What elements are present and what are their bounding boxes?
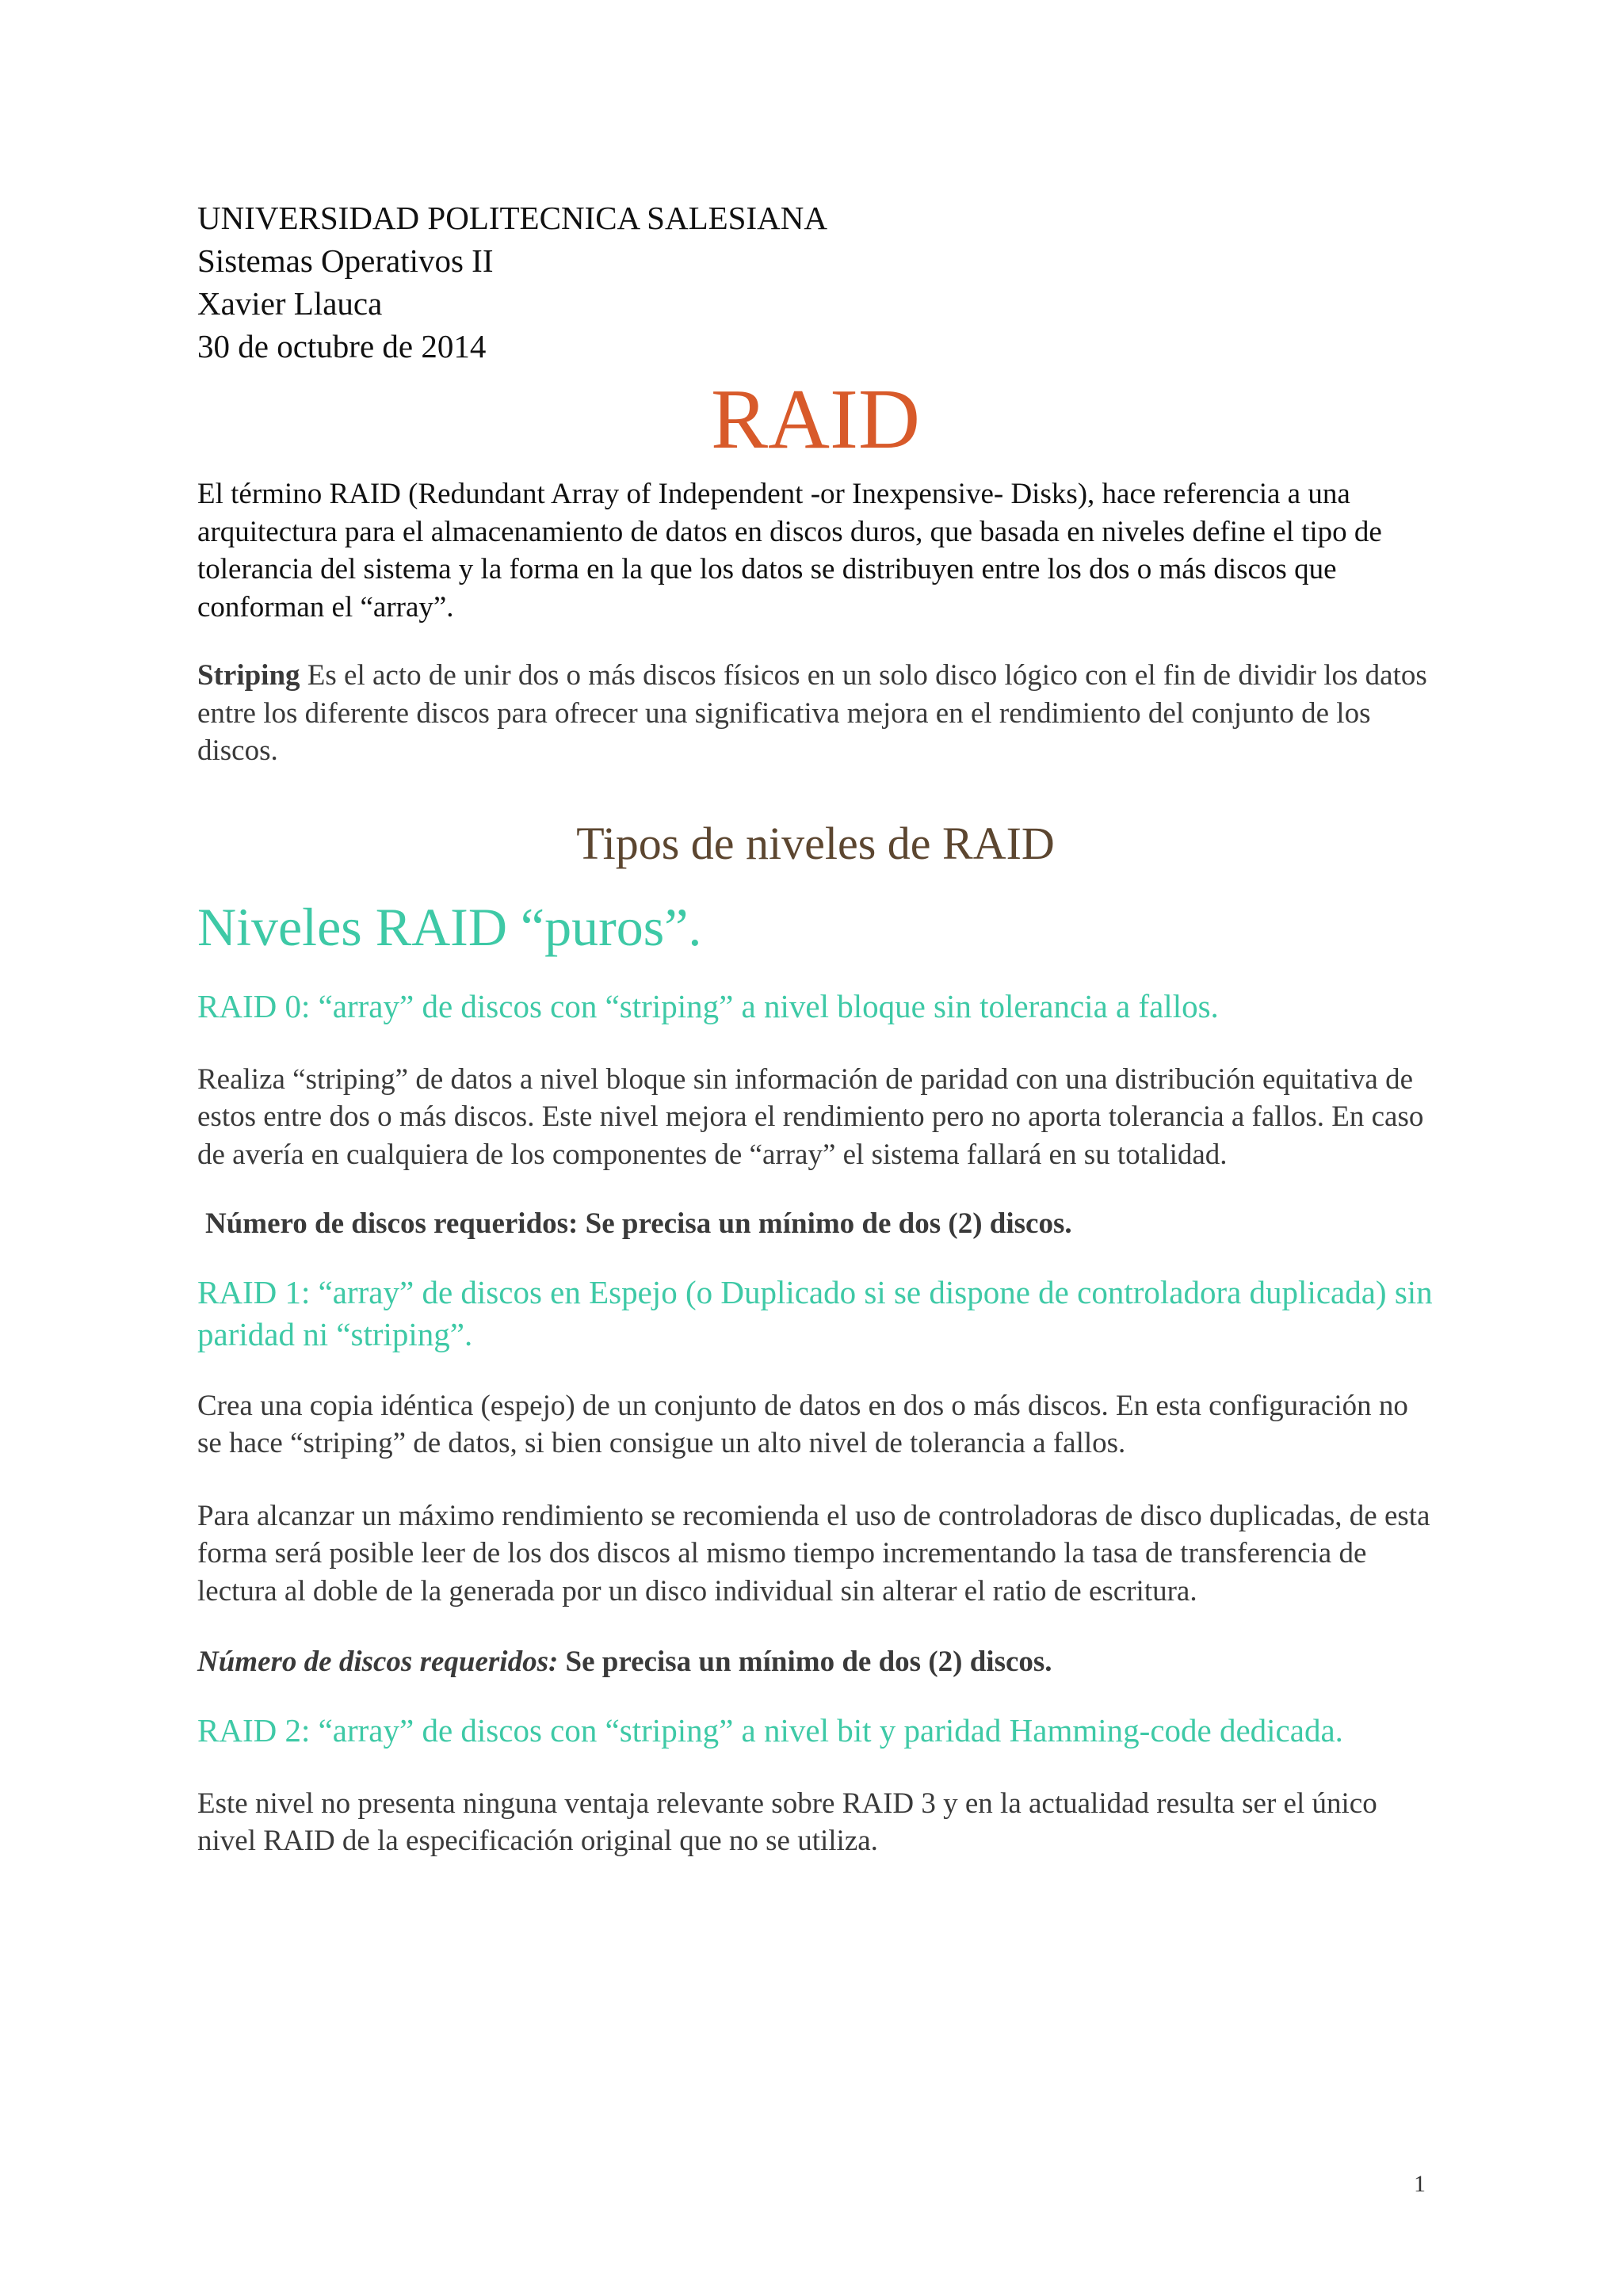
raid1-requirement-label: Número de discos requeridos:	[197, 1646, 559, 1678]
page-number: 1	[1414, 2171, 1426, 2197]
raid0-requirement: Número de discos requeridos: Se precisa un mínimo de dos (2) discos.	[205, 1207, 1072, 1240]
author-name: Xavier Llauca	[197, 285, 383, 322]
raid0-text: Realiza “striping” de datos a nivel bloque sin información de paridad con una distribución equitativa de estos entre dos o más discos. Este nivel mejora el rendimiento pero no aporta tolerancia a fallos. En caso de avería en cualquiera de los componentes de “array” el sistema fallará en su totalidad.	[197, 1062, 1424, 1171]
raid1-text-2: Para alcanzar un máximo rendimiento se recomienda el uso de controladoras de disco duplicadas, de esta forma será posible leer de los dos discos al mismo tiempo incrementando la tasa de transferencia de lectura al doble de la generada por un disco individual sin alterar el ratio de escritura.	[197, 1499, 1430, 1608]
raid1-text-1: Crea una copia idéntica (espejo) de un conjunto de datos en dos o más discos. En esta configuración no se hace “striping” de datos, si bien consigue un alto nivel de tolerancia a fallos.	[197, 1389, 1408, 1459]
intro-paragraph: El término RAID (Redundant Array of Independent -or Inexpensive- Disks), hace referencia a una arquitectura para el almacenamiento de datos en discos duros, que basada en niveles define el tipo de tolerancia del sistema y la forma en la que los datos se distribuyen entre los dos o más discos que conforman el “array”.	[197, 478, 1382, 624]
raid1-requirement	[197, 1643, 1434, 1681]
page-content	[197, 196, 1434, 1860]
course-name: Sistemas Operativos II	[197, 242, 494, 279]
raid1-requirement-text: Se precisa un mínimo de dos (2) discos.	[558, 1646, 1052, 1678]
striping-text: Es el acto de unir dos o más discos físicos en un solo disco lógico con el fin de dividir los datos entre los diferente discos para ofrecer una significativa mejora en el rendimiento del conjunto de los discos.	[197, 659, 1427, 767]
document-title: RAID	[711, 372, 920, 467]
section-title: Tipos de niveles de RAID	[576, 817, 1055, 869]
raid0-heading: RAID 0: “array” de discos con “striping” a nivel bloque sin tolerancia a fallos.	[197, 987, 1219, 1024]
pure-levels-heading: Niveles RAID “puros”.	[197, 896, 702, 957]
university-name: UNIVERSIDAD POLITECNICA SALESIANA	[197, 200, 827, 236]
raid2-heading: RAID 2: “array” de discos con “striping” a nivel bit y paridad Hamming-code dedicada.	[197, 1711, 1343, 1749]
striping-paragraph	[197, 657, 1434, 770]
document-date: 30 de octubre de 2014	[197, 328, 487, 364]
raid2-text: Este nivel no presenta ninguna ventaja relevante sobre RAID 3 y en la actualidad resulta ser el único nivel RAID de la especificación original que no se utiliza.	[197, 1787, 1377, 1857]
striping-term: Striping	[197, 659, 300, 692]
raid1-heading: RAID 1: “array” de discos en Espejo (o Duplicado si se dispone de controladora duplicada) sin paridad ni “striping”.	[197, 1273, 1433, 1352]
